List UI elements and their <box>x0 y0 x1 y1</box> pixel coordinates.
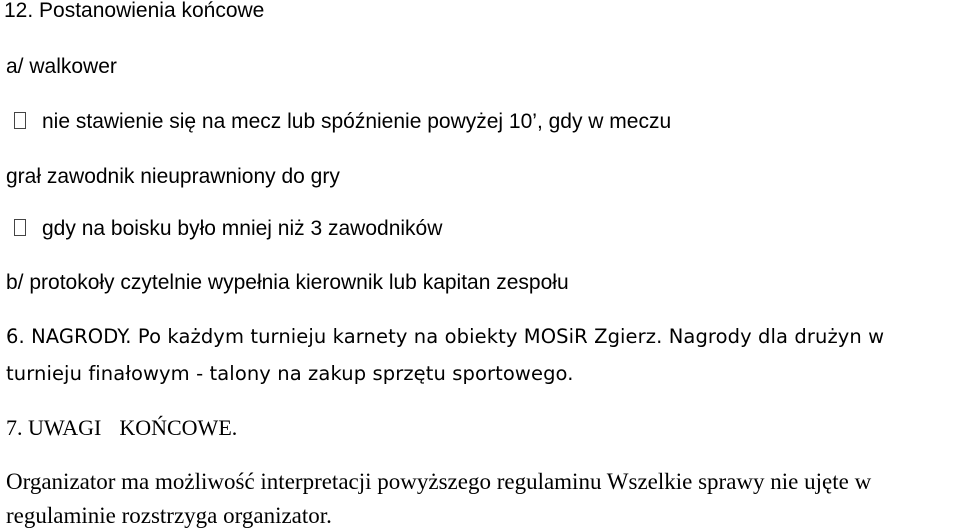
subsection-a: a/ walkower <box>6 55 117 78</box>
section-7-heading <box>6 417 237 439</box>
bullet-item <box>14 218 442 239</box>
section-7-title: KOŃCOWE. <box>119 415 238 440</box>
bullet-continuation: grał zawodnik nieuprawniony do gry <box>6 165 340 188</box>
section-7-number: 7. UWAGI <box>6 415 102 440</box>
bullet-text: nie stawienie się na mecz lub spóźnienie powyżej 10’, gdy w meczu <box>42 110 672 133</box>
bullet-box-icon <box>14 112 26 129</box>
bullet-box-icon <box>14 219 26 236</box>
section-6-line-2: turnieju finałowym - talony na zakup sprzętu sportowego. <box>6 362 574 385</box>
section-6-line-1: 6. NAGRODY. Po każdym turnieju karnety na obiekty MOSiR Zgierz. Nagrody dla drużyn w <box>6 325 885 348</box>
section-heading: 12. Postanowienia końcowe <box>4 0 265 22</box>
final-paragraph-line-2: regulaminie rozstrzyga organizator. <box>6 503 332 528</box>
bullet-text: gdy na boisku było mniej niż 3 zawodników <box>42 217 443 240</box>
subsection-b: b/ protokoły czytelnie wypełnia kierownik lub kapitan zespołu <box>6 271 569 294</box>
bullet-item <box>14 111 671 132</box>
final-paragraph-line-1: Organizator ma możliwość interpretacji powyższego regulaminu Wszelkie sprawy nie ujęte w <box>6 469 872 494</box>
